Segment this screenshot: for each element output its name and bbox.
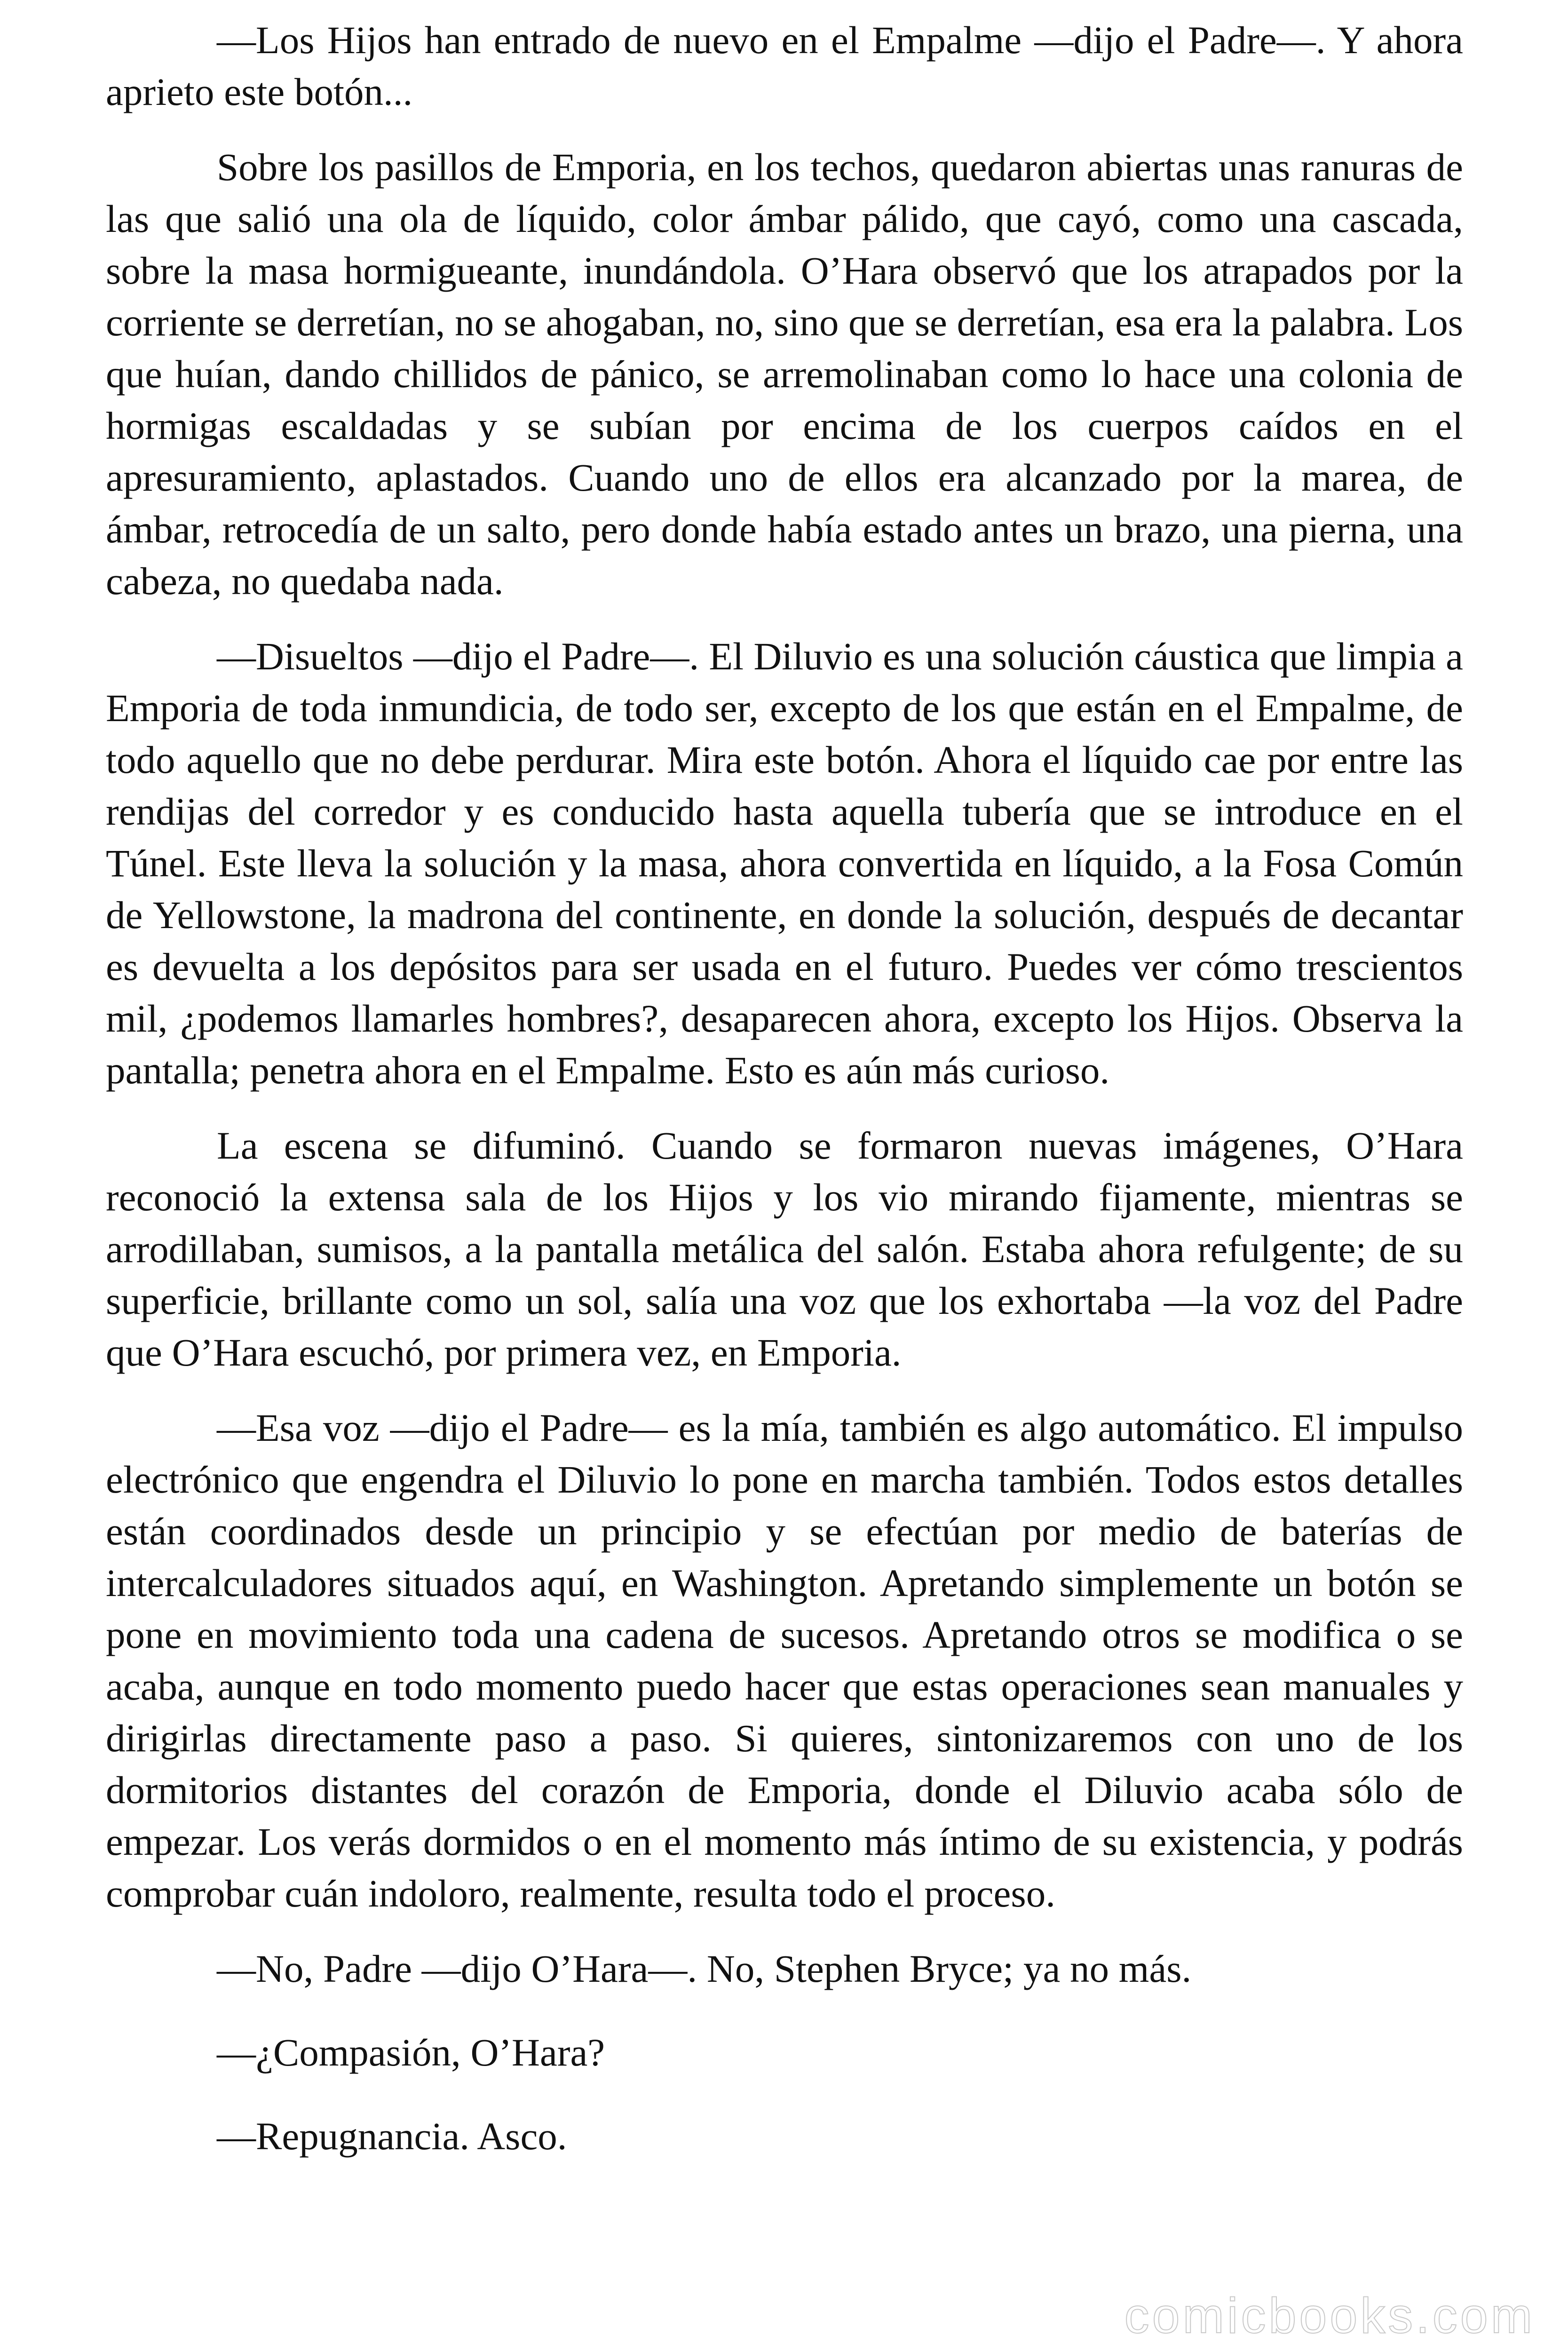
paragraph-7: —¿Compasión, O’Hara? bbox=[217, 2031, 605, 2074]
paragraph-2: Sobre los pasillos de Emporia, en los techos, quedaron abiertas unas ranuras de las que salió una ola de líquido, color ámbar pálido, que cayó, como una cascada, sobre la masa hormigueante, inundándola. O’Hara observó que los atrapados por la corriente se derretían, no se ahogaban, no, sino que se derretían, esa era la palabra. Los que huían, dando chillidos de pánico, se arremolinaban como lo hace una colonia de hormigas escaldadas y se subían por encima de los cuerpos caídos en el apresuramiento, aplastados. Cuando uno de ellos era alcanzado por la marea, de ámbar, retrocedía de un salto, pero donde había estado antes un brazo, una pierna, una cabeza, no quedaba nada. bbox=[106, 145, 1463, 603]
paragraph-1: —Los Hijos han entrado de nuevo en el Empalme —dijo el Padre—. Y ahora aprieto este botón... bbox=[106, 18, 1463, 113]
book-page bbox=[106, 14, 1463, 2194]
paragraph-5: —Esa voz —dijo el Padre— es la mía, también es algo automático. El impulso electrónico que engendra el Diluvio lo pone en marcha también. Todos estos detalles están coordinados desde un principio y se efectúan por medio de baterías de intercalculadores situados aquí, en Washington. Apretando simplemente un botón se pone en movimiento toda una cadena de sucesos. Apretando otros se modifica o se acaba, aunque en todo momento puedo hacer que estas operaciones sean manuales y dirigirlas directamente paso a paso. Si quieres, sintonizaremos con uno de los dormitorios distantes del corazón de Emporia, donde el Diluvio acaba sólo de empezar. Los verás dormidos o en el momento más íntimo de su existencia, y podrás comprobar cuán indoloro, realmente, resulta todo el proceso. bbox=[106, 1406, 1463, 1915]
watermark: comicbooks.com bbox=[1124, 2288, 1535, 2344]
paragraph-3: —Disueltos —dijo el Padre—. El Diluvio es una solución cáustica que limpia a Emporia de toda inmundicia, de todo ser, excepto de los que están en el Empalme, de todo aquello que no debe perdurar. Mira este botón. Ahora el líquido cae por entre las rendijas del corredor y es conducido hasta aquella tubería que se introduce en el Túnel. Este lleva la solución y la masa, ahora convertida en líquido, a la Fosa Común de Yellowstone, la madrona del continente, en donde la solución, después de decantar es devuelta a los depósitos para ser usada en el futuro. Puedes ver cómo trescientos mil, ¿podemos llamarles hombres?, desaparecen ahora, excepto los Hijos. Observa la pantalla; penetra ahora en el Empalme. Esto es aún más curioso. bbox=[106, 635, 1463, 1092]
paragraph-6: —No, Padre —dijo O’Hara—. No, Stephen Bryce; ya no más. bbox=[217, 1947, 1192, 1990]
paragraph-8: —Repugnancia. Asco. bbox=[217, 2114, 567, 2158]
paragraph-4: La escena se difuminó. Cuando se formaron nuevas imágenes, O’Hara reconoció la extensa sala de los Hijos y los vio mirando fijamente, mientras se arrodillaban, sumisos, a la pantalla metálica del salón. Estaba ahora refulgente; de su superficie, brillante como un sol, salía una voz que los exhortaba —la voz del Padre que O’Hara escuchó, por primera vez, en Emporia. bbox=[106, 1124, 1463, 1374]
